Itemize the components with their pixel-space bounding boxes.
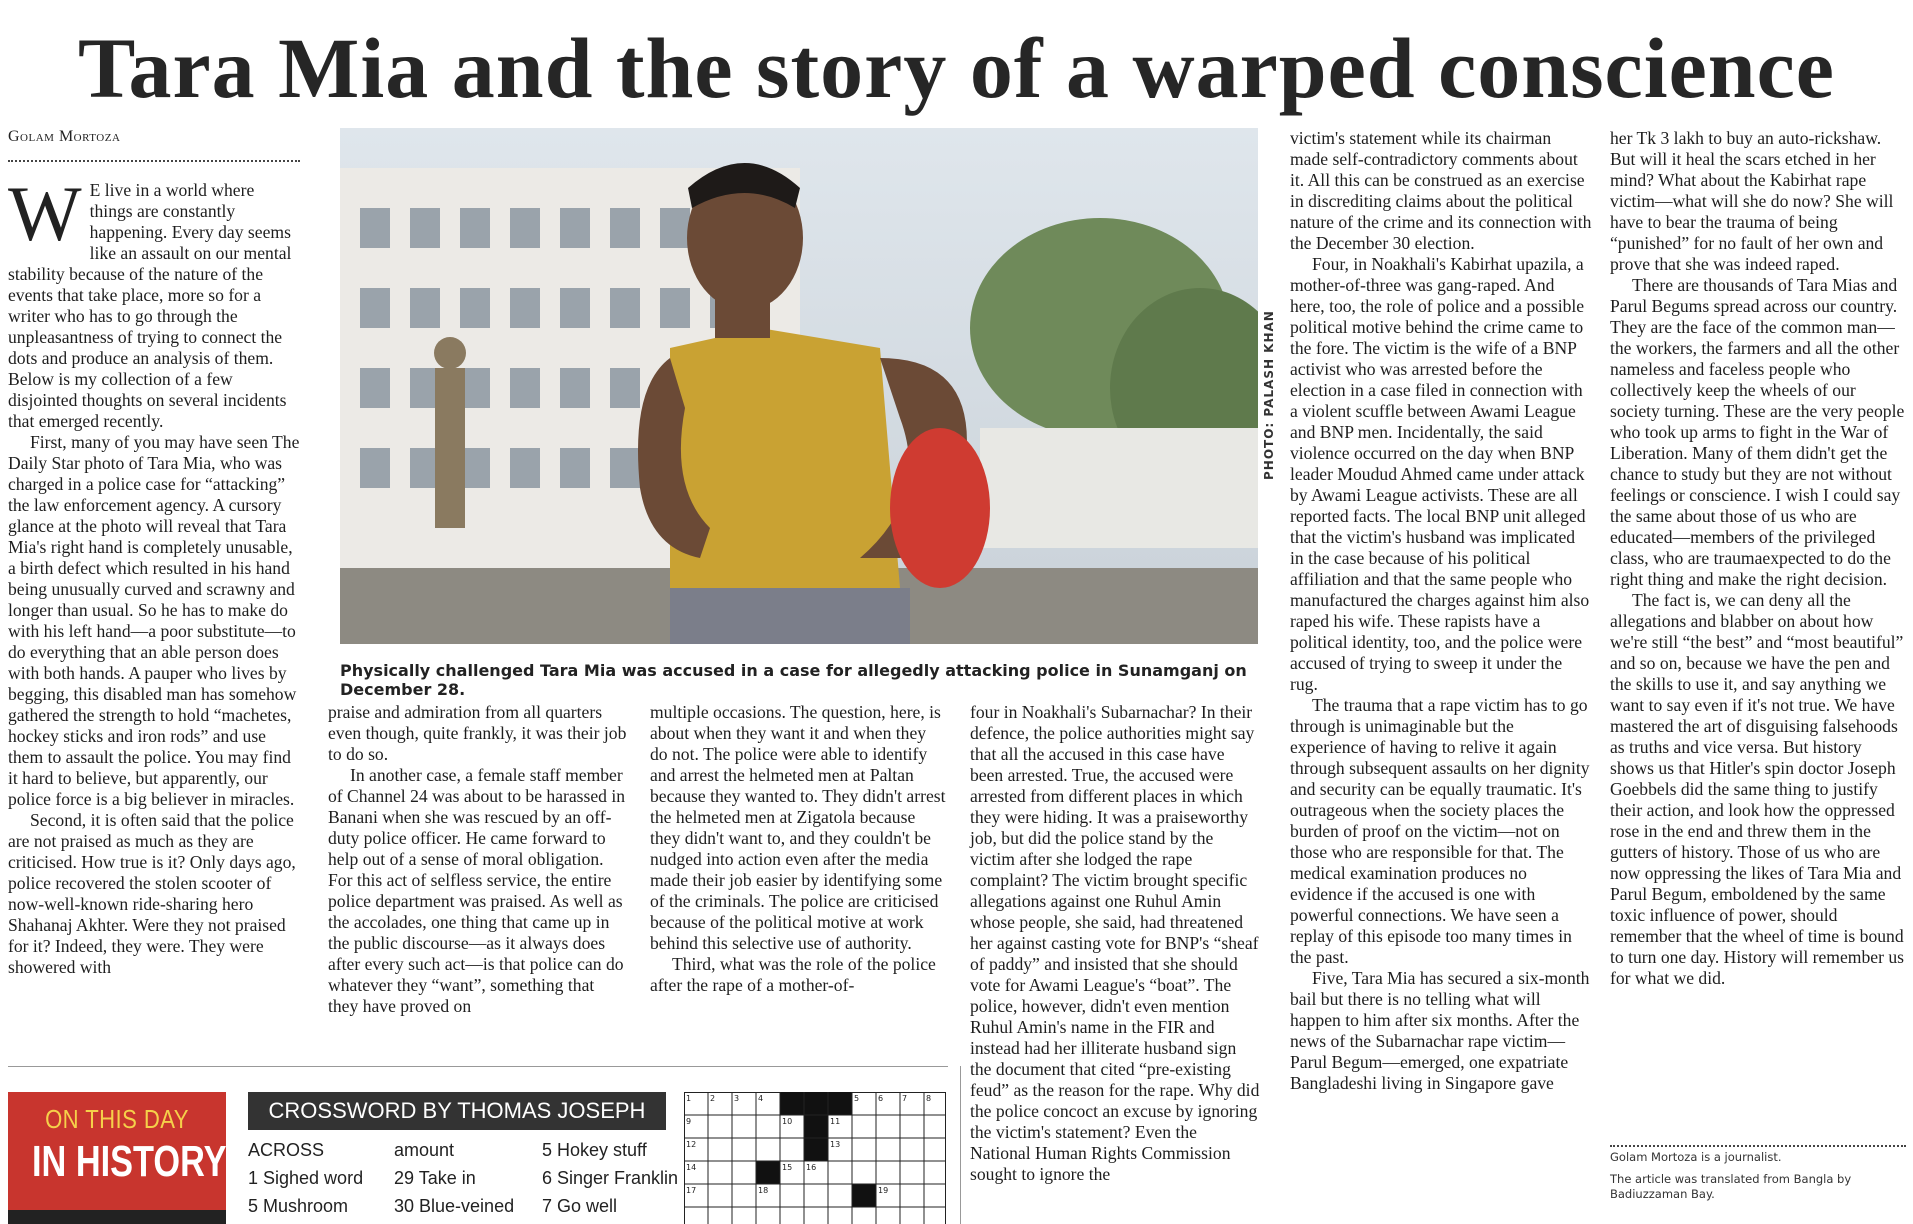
paragraph: praise and admiration from all quarters even though, quite frankly, it was their job to do so.: [328, 702, 627, 764]
endnote-divider: [1610, 1145, 1906, 1147]
tara-mia-photo: [340, 128, 1258, 644]
grid-number: 12: [686, 1140, 697, 1149]
on-this-day-label: ON THIS DAY: [45, 1104, 189, 1134]
crossword-title: CROSSWORD BY THOMAS JOSEPH: [248, 1092, 666, 1130]
paragraph: There are thousands of Tara Mias and Parul Begums spread across our country. They are the face of the common man—the workers, the farmers and all the other nameless and faceless people who collectively keep the wheels of our society turning. These are the very people who took up arms to fight in the War of Liberation. Many of them didn't get the chance to study but they are not without feelings or conscience. I wish I could say the same about those of us who are educated—members of the privileged class, who are traumaexpected to do the right thing and make the right decision.: [1610, 275, 1905, 589]
banner-strip: [8, 1210, 226, 1224]
crossword-clues-col-c: [542, 1136, 678, 1220]
clue: 5 Hokey stuff: [542, 1140, 647, 1160]
article-column-3: [650, 702, 946, 996]
photo-illustration: [340, 128, 1258, 644]
paragraph: multiple occasions. The question, here, is about when they want it and when they do not. The police were able to identify and arrest the helmeted men at Paltan because they wanted to. They didn't arrest the helmeted men at Zigatola because they didn't want to, and they couldn't be nudged into action even after the media made their job easier by identifying some of the criminals. The police are criticised because of the political motive at work behind this selective use of authority.: [650, 702, 946, 953]
in-history-label: IN HISTORY: [31, 1137, 226, 1186]
paragraph: Second, it is often said that the police are not praised as much as they are criticised. How true is it? Only days ago, police recovered the stolen scooter of now-well-known ride-sharing hero Shahanaj Akhter. Were they not praised for it? Indeed, they were. They were showered with: [8, 810, 296, 977]
grid-number: 16: [806, 1163, 817, 1172]
clue: ACROSS: [248, 1140, 325, 1160]
grid-number: 3: [734, 1094, 740, 1103]
article-column-2: [328, 702, 628, 1017]
paragraph: victim's statement while its chairman made self-contradictory comments about it. All this can be construed as an exercise in discrediting claims about the political nature of the crime and its connection with the December 30 election.: [1290, 128, 1592, 253]
grid-number: 1: [686, 1094, 692, 1103]
article-column-5: [1290, 128, 1592, 1094]
paragraph: The fact is, we can deny all the allegations and blabber on about how we're still “the best” and “most beautiful” and so on, because we have the pen and the skills to use it, and say anything we want to say even if it's not true. We have mastered the art of disguising falsehoods as truths and vice versa. But history shows us that Hitler's spin doctor Joseph Goebbels did the same thing to justify their action, and look how the oppressed rose in the end and threw them in the gutters of history. Those of us who are now oppressing the likes of Tara Mia and Parul Begum, emboldened by the same toxic influence of power, should remember that the wheel of time is bound to turn one day. History will remember us for what we did.: [1610, 590, 1904, 988]
grid-number: 18: [758, 1186, 769, 1195]
grid-number: 15: [782, 1163, 793, 1172]
clue: 1 Sighed word: [248, 1168, 364, 1188]
translation-note: The article was translated from Bangla by Badiuzzaman Bay.: [1610, 1172, 1852, 1201]
paragraph: Third, what was the role of the police after the rape of a mother-of-: [650, 954, 936, 995]
paragraph: Five, Tara Mia has secured a six-month bail but there is no telling what will happen to him after six months. After the news of the Subarnachar rape victim—Parul Begum—emerged, one expatriate Bangladeshi living in Singapore gave: [1290, 968, 1590, 1093]
byline-divider: [8, 160, 300, 162]
lead-paragraph: [8, 170, 300, 432]
grid-number: 14: [686, 1163, 697, 1172]
grid-number: 4: [758, 1094, 764, 1103]
clue: 29 Take in: [394, 1168, 476, 1188]
grid-number: 2: [710, 1094, 716, 1103]
grid-number: 9: [686, 1117, 692, 1126]
byline: Golam Mortoza: [8, 128, 121, 145]
grid-number: 10: [782, 1117, 793, 1126]
crossword-grid[interactable]: [684, 1092, 946, 1224]
paragraph: her Tk 3 lakh to buy an auto-rickshaw. But will it heal the scars etched in her mind? What about the Kabirhat rape victim—what will she do now? She will have to bear the trauma of being “punished” for no fault of her own and prove that she was indeed raped.: [1610, 128, 1894, 274]
on-this-day-banner[interactable]: [8, 1092, 226, 1224]
article-column-6: [1610, 128, 1908, 989]
paragraph: four in Noakhali's Subarnachar? In their defence, the police authorities might say that all the accused in this case have been arrested. True, the accused were arrested from different places in which they were hiding. It was a praiseworthy job, but did the police stand by the victim after she lodged the rape complaint? The victim brought specific allegations against one Ruhul Amin whose people, she said, had threatened her against casting vote for BNP's “sheaf of paddy” and insisted that she should vote for Awami League's “boat”. The police, however, didn't even mention Ruhul Amin's name in the FIR and instead had her illiterate husband sign the document that cited “pre-existing feud” as the reason for the rape. Why did the police concoct an excuse by ignoring the victim's statement? Even the National Human Rights Commission sought to ignore the: [970, 702, 1260, 1184]
crossword-clues-col-b: [394, 1136, 514, 1220]
clue: amount: [394, 1140, 455, 1160]
clue: 5 Mushroom: [248, 1196, 349, 1216]
crossword-clues-col-a: [248, 1136, 363, 1220]
article-column-1: [8, 170, 300, 978]
column-gutter-line: [960, 1066, 961, 1224]
grid-number: 19: [878, 1186, 889, 1195]
paragraph: First, many of you may have seen The Daily Star photo of Tara Mia, who was charged in a police case for “attacking” the law enforcement agency. A cursory glance at the photo will reveal that Tara Mia's right hand is completely unusable, a birth defect which resulted in his hand being unusually curved and scrawny and longer than usual. So he has to make do with his left hand—a poor substitute—to do everything that an able person does with both hands. A pauper who lives by begging, this disabled man has somehow gathered the strength to hold “machetes, hockey sticks and iron rods” and use them to assault the police. You may find it hard to believe, but apparently, our police force is a big believer in miracles.: [8, 432, 300, 809]
photo-credit: PHOTO: PALASH KHAN: [1262, 310, 1276, 480]
grid-number: 5: [854, 1094, 860, 1103]
article-column-4: [970, 702, 1260, 1185]
clue: 6 Singer Franklin: [542, 1168, 679, 1188]
crossword-grid-svg: [684, 1092, 946, 1224]
clue: 7 Go well: [542, 1196, 618, 1216]
author-bio: Golam Mortoza is a journalist.: [1610, 1150, 1782, 1164]
grid-number: 13: [830, 1140, 841, 1149]
clue: 30 Blue-veined: [394, 1196, 515, 1216]
paragraph: Four, in Noakhali's Kabirhat upazila, a mother-of-three was gang-raped. And here, too, the role of police and a possible political motive behind the crime came to the fore. The victim is the wife of a BNP activist who was arrested before the election in a case filed in connection with a violent scuffle between Awami League and BNP men. Incidentally, the said violence occurred on the day when BNP leader Moudud Ahmed came under attack by Awami League activists. These are all reported facts. The local BNP unit alleged that the victim's husband was implicated in the case because of his political affiliation and that the same people who manufactured the charges against him also raped his wife. These rapists have a political identity, too, and the police were accused of trying to sweep it under the rug.: [1290, 254, 1590, 694]
grid-number: 8: [926, 1094, 932, 1103]
photo-caption: Physically challenged Tara Mia was accused in a case for allegedly attacking police in Sunamganj on December 28.: [340, 661, 1247, 699]
grid-number: 6: [878, 1094, 884, 1103]
headline: Tara Mia and the story of a warped conscience: [78, 20, 1835, 116]
paragraph: The trauma that a rape victim has to go through is unimaginable but the experience of having to relive it again through subsequent assaults on her dignity and security can be equally traumatic. It's outrageous when the society places the burden of proof on the victim—not on those who are responsible for that. The medical examination produces no evidence if the accused is one with powerful connections. We have seen a replay of this episode too many times in the past.: [1290, 695, 1590, 967]
drop-cap: W: [8, 170, 82, 257]
lead-text: E live in a world where things are constantly happening. Every day seems like an assault on our mental stability because of the nature of the events that take place, more so for a writer who has to go through the unpleasantness of trying to connect the dots and produce an analysis of them. Below is my collection of a few disjointed thoughts on several incidents that emerged recently.: [8, 180, 292, 431]
grid-number: 17: [686, 1186, 697, 1195]
paragraph: In another case, a female staff member of Channel 24 was about to be harassed in Banani when she was rescued by an off-duty police officer. He came forward to help out of a sense of moral obligation. For this act of selfless service, the entire police department was praised. As well as the accolades, one thing that came up in the public discourse—as it always does after every such act—is that police can do whatever they “want”, something that they have proved on: [328, 765, 626, 1016]
grid-number: 11: [830, 1117, 841, 1126]
section-divider: [8, 1066, 948, 1067]
grid-number: 7: [902, 1094, 908, 1103]
